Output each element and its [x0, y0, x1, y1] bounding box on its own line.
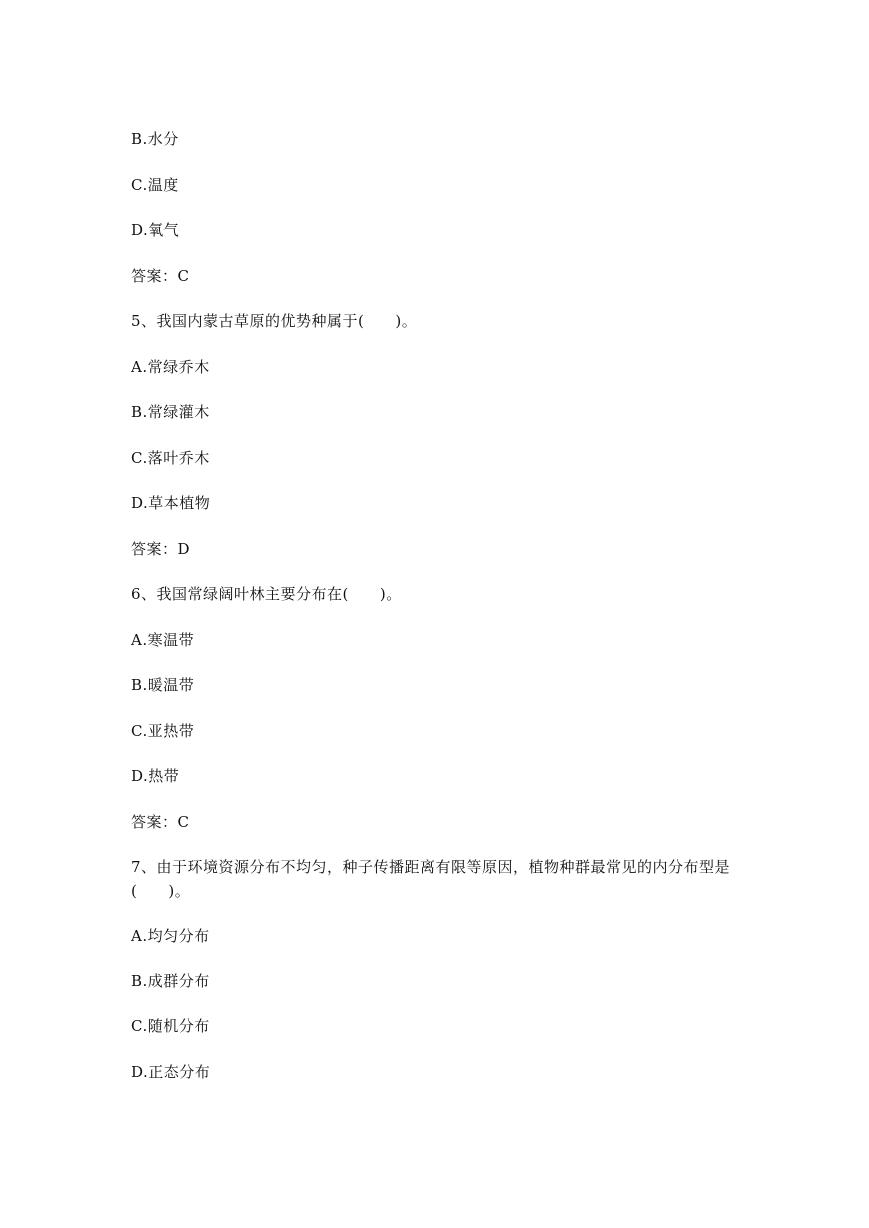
answer-line: 答案：D: [131, 540, 191, 558]
option-c: C.随机分布: [131, 1017, 210, 1035]
option-d: D.氧气: [131, 221, 180, 239]
question-6-stem: 6、我国常绿阔叶林主要分布在( )。: [131, 585, 402, 603]
option-a: A.寒温带: [131, 631, 195, 649]
option-c: C.落叶乔木: [131, 449, 210, 467]
question-5-stem: 5、我国内蒙古草原的优势种属于( )。: [131, 312, 418, 330]
option-b: B.水分: [131, 130, 179, 148]
question-7-stem-line-2: ( )。: [131, 882, 191, 900]
option-d: D.正态分布: [131, 1063, 211, 1081]
answer-line: 答案：C: [131, 267, 190, 285]
option-b: B.成群分布: [131, 972, 210, 990]
option-d: D.草本植物: [131, 494, 211, 512]
option-c: C.亚热带: [131, 722, 195, 740]
question-7-stem-line-1: 7、由于环境资源分布不均匀，种子传播距离有限等原因，植物种群最常见的内分布型是: [131, 858, 731, 876]
answer-line: 答案：C: [131, 813, 190, 831]
option-d: D.热带: [131, 767, 180, 785]
option-a: A.均匀分布: [131, 927, 210, 945]
option-a: A.常绿乔木: [131, 358, 210, 376]
option-b: B.暖温带: [131, 676, 195, 694]
option-c: C.温度: [131, 176, 179, 194]
option-b: B.常绿灌木: [131, 403, 210, 421]
